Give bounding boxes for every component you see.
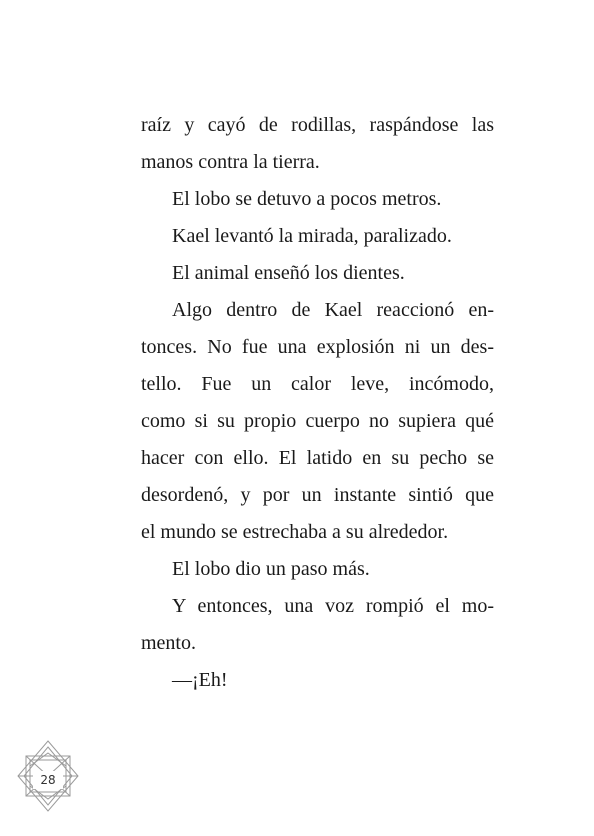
text-line: desordenó, y por un instante sintió que [141,484,494,506]
text-line: raíz y cayó de rodillas, raspándose las [141,114,494,136]
text-line: mento. [141,632,196,654]
page-number: 28 [33,771,63,789]
text-line: tonces. No fue una explosión ni un des- [141,336,494,358]
text-line: Algo dentro de Kael reaccionó en- [172,299,494,321]
text-line: el mundo se estrechaba a su alrededor. [141,521,449,543]
text-line: El animal enseñó los dientes. [172,262,405,284]
text-line: manos contra la tierra. [141,151,320,173]
text-line: hacer con ello. El latido en su pecho se [141,447,494,469]
text-line: El lobo se detuvo a pocos metros. [172,188,442,210]
text-line: como si su propio cuerpo no supiera qué [141,410,494,432]
text-line: Kael levantó la mirada, paralizado. [172,225,452,247]
text-line: tello. Fue un calor leve, incómodo, [141,373,494,395]
text-line: El lobo dio un paso más. [172,558,370,580]
text-line: Y entonces, una voz rompió el mo- [172,595,494,617]
text-line: —¡Eh! [172,669,228,691]
body-text [141,107,494,699]
